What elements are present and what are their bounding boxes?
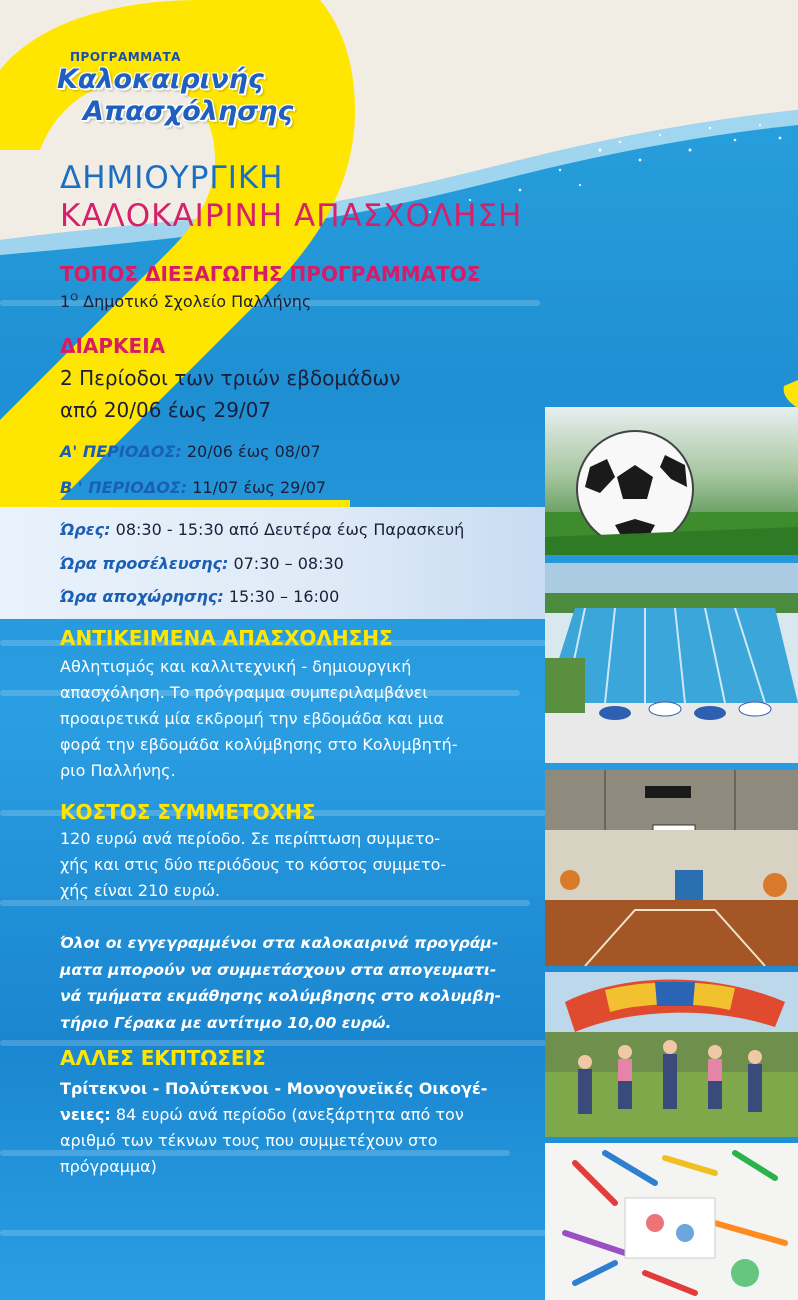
basketball-court-photo [545, 770, 798, 966]
activities-text [60, 654, 538, 784]
arrival-row: Ώρα προσέλευσης: 07:30 – 08:30 [60, 554, 344, 573]
cost-line: χής είναι 210 ευρώ. [60, 881, 221, 900]
duration-heading: ΔΙΑΡΚΕΙΑ [60, 334, 166, 358]
activities-line: απασχόληση. Το πρόγραμμα συμπεριλαμβάνει [60, 683, 428, 702]
duration-line-2: από 20/06 έως 29/07 [60, 398, 272, 422]
logo-line-1: Καλοκαιρινής [57, 64, 264, 95]
swimming-note [60, 930, 538, 1036]
activities-line: προαιρετικά μία εκδρομή την εβδομάδα και μια [60, 709, 444, 728]
cost-line: χής και στις δύο περιόδους το κόστος συμμετο- [60, 855, 447, 874]
logo-line-2: Απασχόλησης [83, 96, 294, 127]
cost-heading: ΚΟΣΤΟΣ ΣΥΜΜΕΤΟΧΗΣ [60, 800, 316, 824]
departure-row: Ώρα αποχώρησης: 15:30 – 16:00 [60, 587, 340, 606]
discounts-line: Τρίτεκνοι - Πολύτεκνοι - Μονογονεϊκές Οικογέ- [60, 1079, 488, 1098]
period-a: Α' ΠΕΡΙΟΔΟΣ: 20/06 έως 08/07 [60, 442, 321, 461]
cost-text [60, 826, 538, 904]
cost-line: 120 ευρώ ανά περίοδο. Σε περίπτωση συμμετο- [60, 829, 441, 848]
duration-line-1: 2 Περίοδοι των τριών εβδομάδων [60, 366, 401, 390]
discounts-heading: ΑΛΛΕΣ ΕΚΠΤΩΣΕΙΣ [60, 1046, 266, 1070]
soccer-ball-photo [545, 407, 798, 555]
yellow-accent-shape [778, 380, 798, 408]
swimming-note-line: νά τμήματα εκμάθησης κολύμβησης στο κολυμβη- [60, 987, 502, 1005]
hours-row: Ώρες: 08:30 - 15:30 από Δευτέρα έως Παρασκευή [60, 520, 465, 539]
swimming-note-line: Όλοι οι εγγεγραμμένοι στα καλοκαιρινά προγράμ- [60, 934, 499, 952]
water-streak [0, 1230, 560, 1236]
swimming-pool-photo [545, 563, 798, 763]
discounts-line: αριθμό των τέκνων τους που συμμετέχουν στο [60, 1131, 438, 1150]
discounts-line: νειες: 84 ευρώ ανά περίοδο (ανεξάρτητα από τον [60, 1105, 464, 1124]
activities-line: φορά την εβδομάδα κολύμβησης στο Κολυμβητή- [60, 735, 458, 754]
venue-value: $1^O$ Δημοτικό Σχολείο Παλλήνης [60, 292, 312, 311]
activities-line: Αθλητισμός και καλλιτεχνική - δημιουργική [60, 657, 412, 676]
discounts-line: πρόγραμμα) [60, 1157, 157, 1176]
activities-line: ριο Παλλήνης. [60, 761, 176, 780]
swimming-note-line: τήριο Γέρακα με αντίτιμο 10,00 ευρώ. [60, 1013, 392, 1032]
discounts-text [60, 1076, 538, 1180]
parachute-game-photo [545, 972, 798, 1137]
page-title-line-1: ΔΗΜΙΟΥΡΓΙΚΗ [60, 160, 284, 196]
logo-top-label: ΠΡΟΓΡΑΜΜΑΤΑ [70, 50, 181, 64]
art-supplies-photo [545, 1143, 798, 1300]
swimming-note-line: ματα μπορούν να συμμετάσχουν στα απογευματι- [60, 960, 497, 979]
period-b: Β ' ΠΕΡΙΟΔΟΣ: 11/07 έως 29/07 [60, 478, 327, 497]
venue-heading: ΤΟΠΟΣ ΔΙΕΞΑΓΩΓΗΣ ΠΡΟΓΡΑΜΜΑΤΟΣ [60, 262, 481, 286]
activities-heading: ΑΝΤΙΚΕΙΜΕΝΑ ΑΠΑΣΧΟΛΗΣΗΣ [60, 626, 393, 650]
page-title-line-2: ΚΑΛΟΚΑΙΡΙΝΗ ΑΠΑΣΧΟΛΗΣΗ [60, 198, 523, 234]
